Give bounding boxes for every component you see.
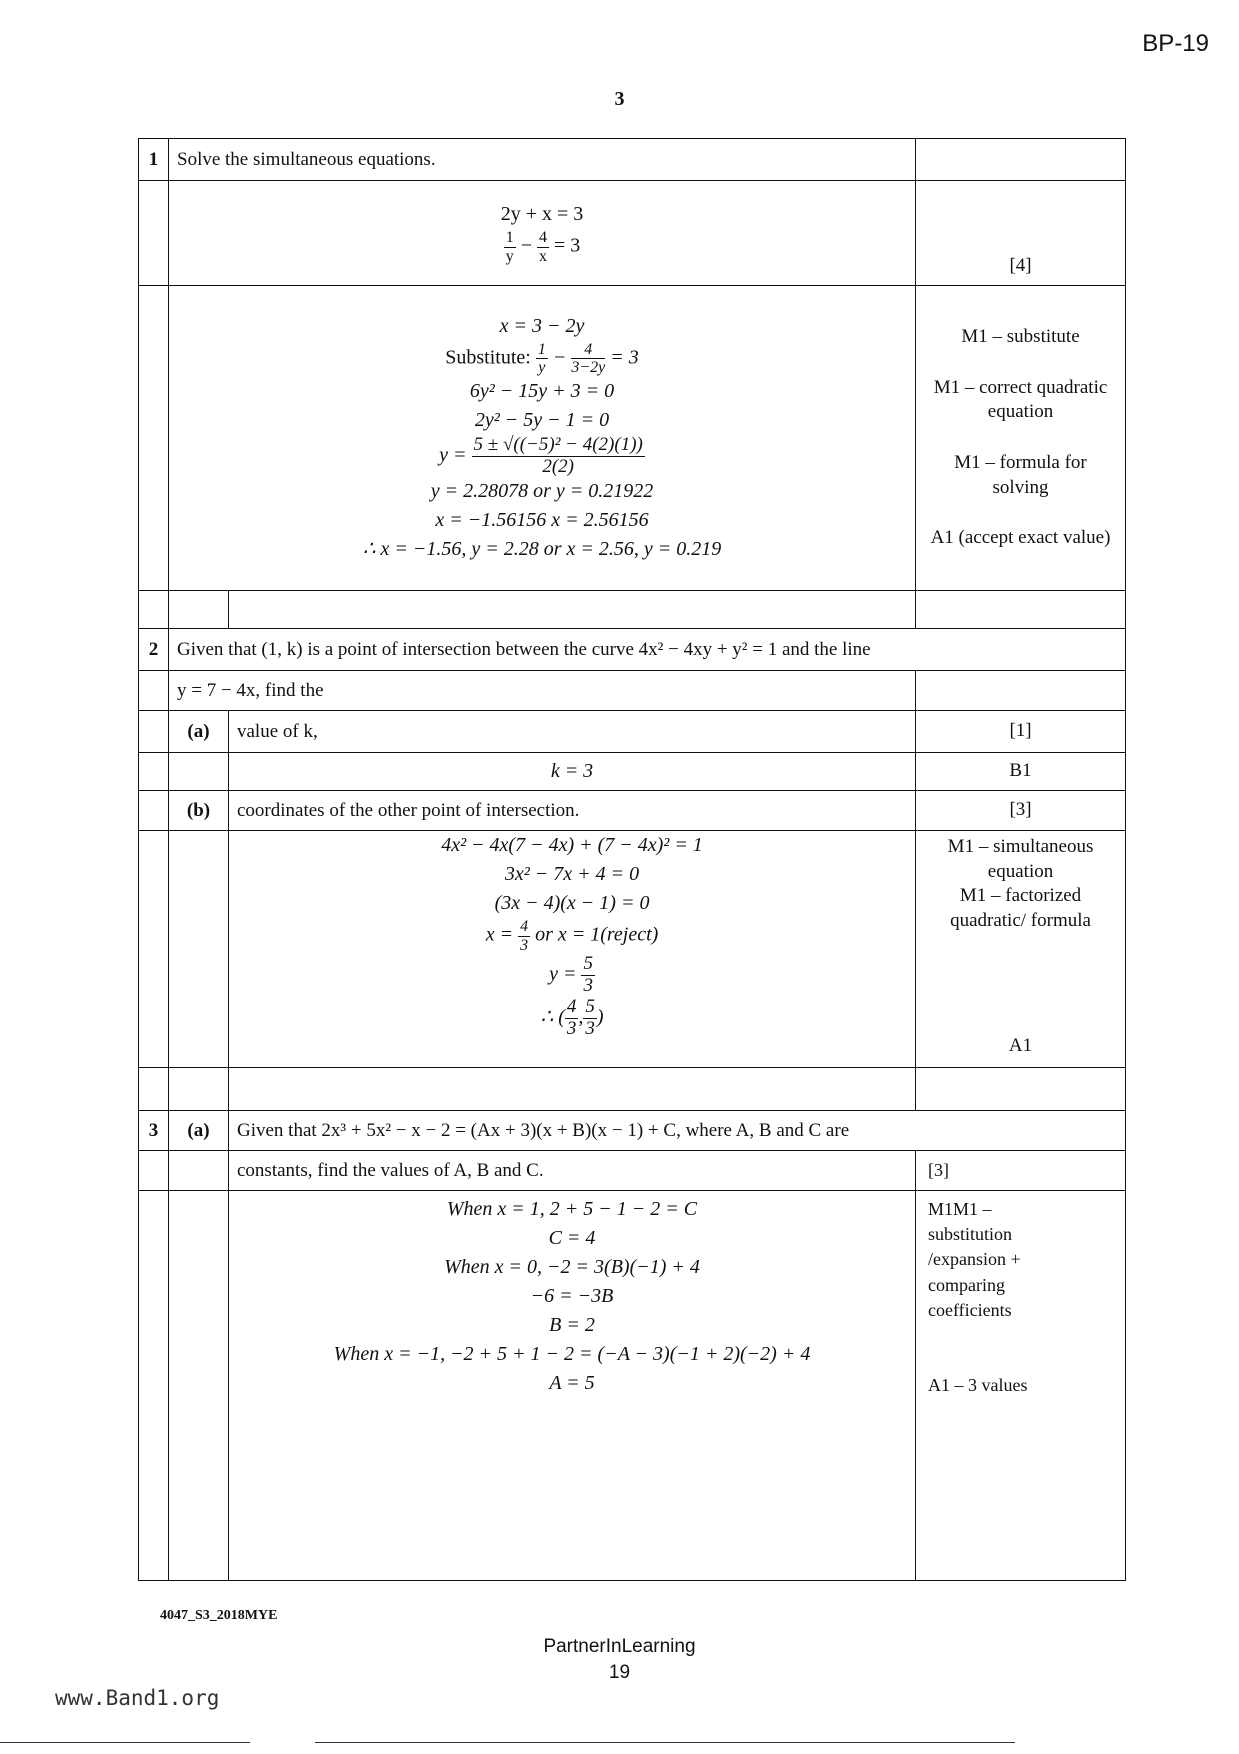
website-link[interactable]: www.Band1.org: [55, 1686, 220, 1710]
mark-scheme: M1M1 – substitution /expansion + comparing coefficients A1 – 3 values: [916, 1191, 1126, 1581]
part-label: (b): [169, 791, 229, 831]
marks: [3]: [916, 791, 1126, 831]
mark-scheme: M1 – substitute M1 – correct quadratic equation M1 – formula for solving A1 (accept exact value): [916, 286, 1126, 591]
question-number: 1: [139, 139, 169, 181]
partner-label: PartnerInLearning: [543, 1636, 696, 1657]
mark-scheme: M1 – simultaneous equation M1 – factorized quadratic/ formula A1: [916, 831, 1126, 1068]
divider: [315, 1742, 1015, 1743]
part-label: (a): [169, 711, 229, 753]
question-statement: y = 7 − 4x, find the: [169, 671, 916, 711]
question-number: 2: [139, 629, 169, 671]
marks: [1]: [916, 711, 1126, 753]
question-statement: constants, find the values of A, B and C.: [229, 1151, 916, 1191]
divider: [0, 1742, 250, 1743]
document-code: BP-19: [1142, 30, 1209, 57]
mark-scheme: B1: [916, 753, 1126, 791]
part-text: coordinates of the other point of intersection.: [229, 791, 916, 831]
question-statement: Given that 2x³ + 5x² − x − 2 = (Ax + 3)(x + B)(x − 1) + C, where A, B and C are: [229, 1111, 1126, 1151]
marks: [3]: [916, 1151, 1126, 1191]
equation: $\frac{1}{y}$ − $\frac{4}{x}$ = 3: [505, 229, 581, 265]
working: x = 3 − 2y Substitute: $\frac{1}{y}$ − $\frac{4}{3-2y}$ = 3 6y² − 15y + 3 = 0 2y² − 5y − 1 = 0 y = $\frac{\text{5 ± √((−5)² − 4(2)(1))}}{2(2)}$ y = 2.28078 or y = 0.21922 x = −1.56156 x = 2.56156 ∴ x = −1.56, y = 2.28 or x = 2.56, y = 0.219: [169, 286, 916, 591]
working: 4x² − 4x(7 − 4x) + (7 − 4x)² = 1 3x² − 7x + 4 = 0 (3x − 4)(x − 1) = 0 x = $\frac{4}{3}$ or x = 1(reject) y = $\frac{5}{3}$ ∴ ( $\frac{4}{3}$ , $\frac{5}{3}$ ): [229, 831, 916, 1068]
footer-page-number: 19: [608, 1662, 631, 1683]
question-number: 3: [139, 1111, 169, 1151]
exam-code: 4047_S3_2018MYE: [160, 1608, 278, 1623]
working: When x = 1, 2 + 5 − 1 − 2 = C C = 4 When x = 0, −2 = 3(B)(−1) + 4 −6 = −3B B = 2 When x = −1, −2 + 5 + 1 − 2 = (−A − 3)(−1 + 2)(−2) + 4 A = 5: [229, 1191, 916, 1581]
marking-scheme-table: [138, 138, 1126, 1581]
answer: k = 3: [229, 753, 916, 791]
page-number: 3: [614, 88, 625, 110]
part-text: value of k,: [229, 711, 916, 753]
question-statement: Given that (1, k) is a point of intersection between the curve 4x² − 4xy + y² = 1 and the line: [169, 629, 1126, 671]
equation: 2y + x = 3: [500, 203, 584, 226]
marks: [4]: [916, 181, 1126, 286]
question-statement: Solve the simultaneous equations.: [169, 139, 916, 181]
part-label: (a): [169, 1111, 229, 1151]
